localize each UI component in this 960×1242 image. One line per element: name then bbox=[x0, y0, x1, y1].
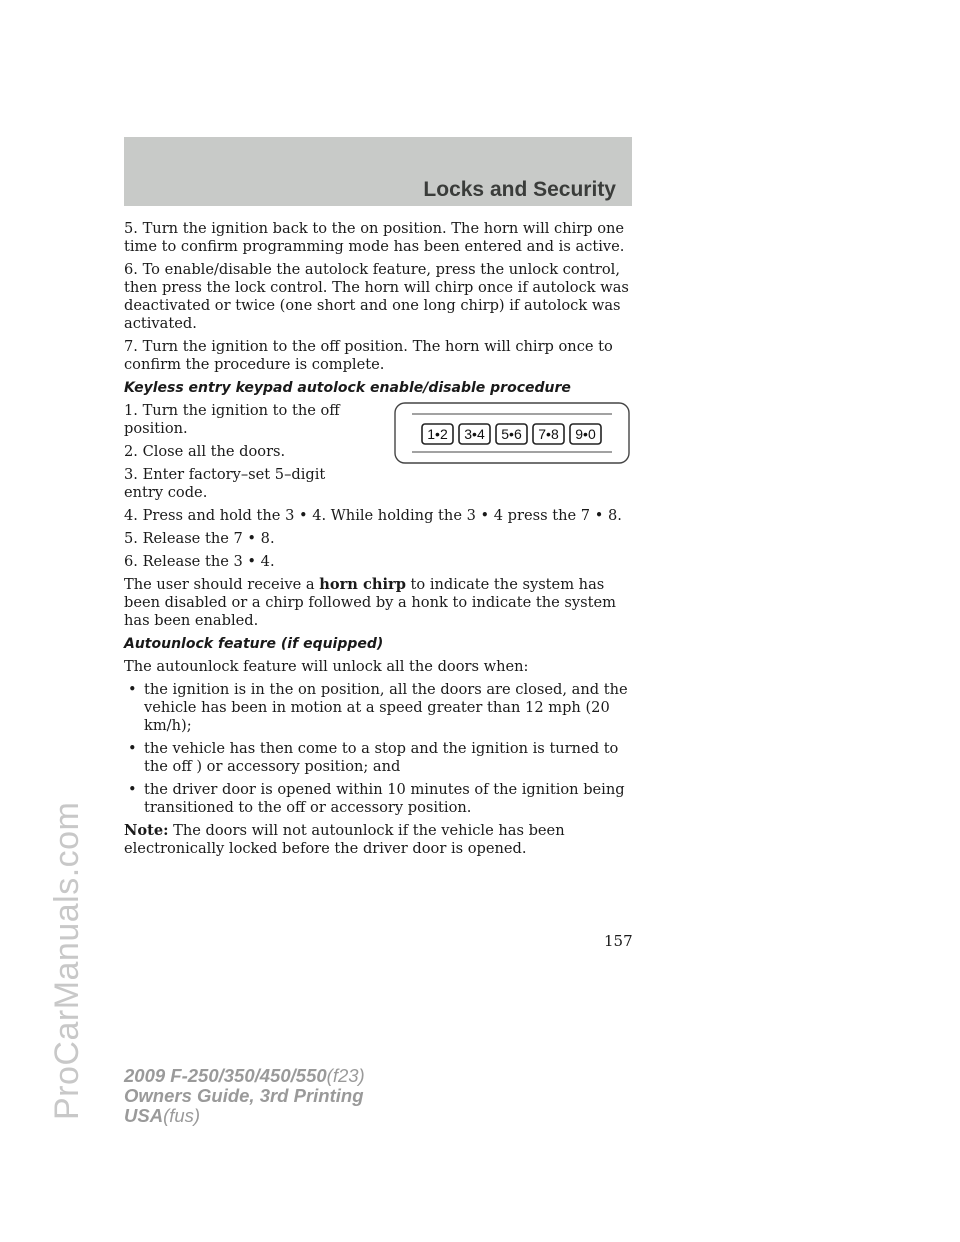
footer-region-line bbox=[124, 1106, 365, 1126]
keypad-button bbox=[422, 424, 453, 444]
autounlock-intro: The autounlock feature will unlock all the doors when: bbox=[124, 658, 529, 675]
list-item-text: the ignition is in the on position, all the doors are closed, and the vehicle has been in motion at a speed greater than 12 mph (20 km/h); bbox=[144, 681, 628, 734]
footer-model-line bbox=[124, 1066, 365, 1086]
keypad-button bbox=[533, 424, 564, 444]
keypad-button-label: 1•2 bbox=[427, 426, 448, 442]
keypad-drawing bbox=[394, 402, 630, 464]
page-content bbox=[124, 220, 634, 863]
step-6: 6. To enable/disable the autolock feature, press the unlock control, then press the lock control. The horn will chirp once if autolock was deactivated or twice (one short and one long chirp) if autolock was activated. bbox=[124, 261, 629, 332]
list-item-text: the driver door is opened within 10 minutes of the ignition being transitioned to the off or accessory position. bbox=[144, 781, 625, 816]
bullet-glyph: • bbox=[128, 781, 137, 798]
keypad-button-label: 9•0 bbox=[575, 426, 596, 442]
horn-chirp-emphasis: horn chirp bbox=[319, 576, 406, 593]
keypad-button bbox=[570, 424, 601, 444]
bullet-glyph: • bbox=[128, 740, 137, 757]
step-7: 7. Turn the ignition to the off position. The horn will chirp once to confirm the procedure is complete. bbox=[124, 338, 613, 373]
note-text: The doors will not autounlock if the vehicle has been electronically locked before the driver door is opened. bbox=[124, 822, 565, 857]
user-feedback-pre: The user should receive a bbox=[124, 576, 320, 593]
site-watermark: ProCarManuals.com bbox=[48, 801, 86, 1120]
step-5: 5. Turn the ignition back to the on position. The horn will chirp one time to confirm programming mode has been entered and is active. bbox=[124, 220, 625, 255]
keypad-illustration bbox=[394, 402, 630, 464]
keypad-step-5: 5. Release the 7 • 8. bbox=[124, 530, 275, 547]
user-feedback-post: to indicate the system has been disabled or a chirp followed by a honk to indicate the system has been enabled. bbox=[124, 576, 616, 629]
autounlock-heading: Autounlock feature (if equipped) bbox=[124, 636, 384, 652]
keypad-button-label: 3•4 bbox=[464, 426, 485, 442]
footer-guide-line: Owners Guide, 3rd Printing bbox=[124, 1085, 364, 1106]
page-number: 157 bbox=[604, 932, 633, 950]
autounlock-conditions-list bbox=[124, 681, 634, 817]
keypad-step-2: 2. Close all the doors. bbox=[124, 443, 286, 460]
note-label: Note: bbox=[124, 822, 169, 839]
bullet-glyph: • bbox=[128, 681, 137, 698]
keypad-button-label: 7•8 bbox=[538, 426, 559, 442]
note-paragraph bbox=[124, 822, 634, 858]
footer-model-code: (f23) bbox=[326, 1065, 365, 1086]
list-item-text: the vehicle has then come to a stop and the ignition is turned to the off ) or accessory position; and bbox=[144, 740, 619, 775]
keypad-button bbox=[459, 424, 490, 444]
keypad-procedure-heading: Keyless entry keypad autolock enable/disable procedure bbox=[124, 380, 571, 396]
keypad-step-3: 3. Enter factory–set 5–digit entry code. bbox=[124, 466, 326, 501]
footer-region: USA bbox=[124, 1105, 164, 1126]
list-item bbox=[124, 781, 634, 817]
section-header-band bbox=[124, 137, 632, 206]
footer-region-code: (fus) bbox=[163, 1105, 201, 1126]
document-footer bbox=[124, 1066, 365, 1126]
section-title: Locks and Security bbox=[423, 178, 616, 201]
list-item bbox=[124, 681, 634, 735]
keypad-step-4: 4. Press and hold the 3 • 4. While holding the 3 • 4 press the 7 • 8. bbox=[124, 507, 622, 524]
keypad-button bbox=[496, 424, 527, 444]
user-feedback-paragraph bbox=[124, 576, 634, 630]
footer-model: 2009 F-250/350/450/550 bbox=[124, 1065, 327, 1086]
keypad-button-label: 5•6 bbox=[501, 426, 522, 442]
keypad-step-6: 6. Release the 3 • 4. bbox=[124, 553, 275, 570]
keypad-step-1: 1. Turn the ignition to the off position. bbox=[124, 402, 340, 437]
list-item bbox=[124, 740, 634, 776]
